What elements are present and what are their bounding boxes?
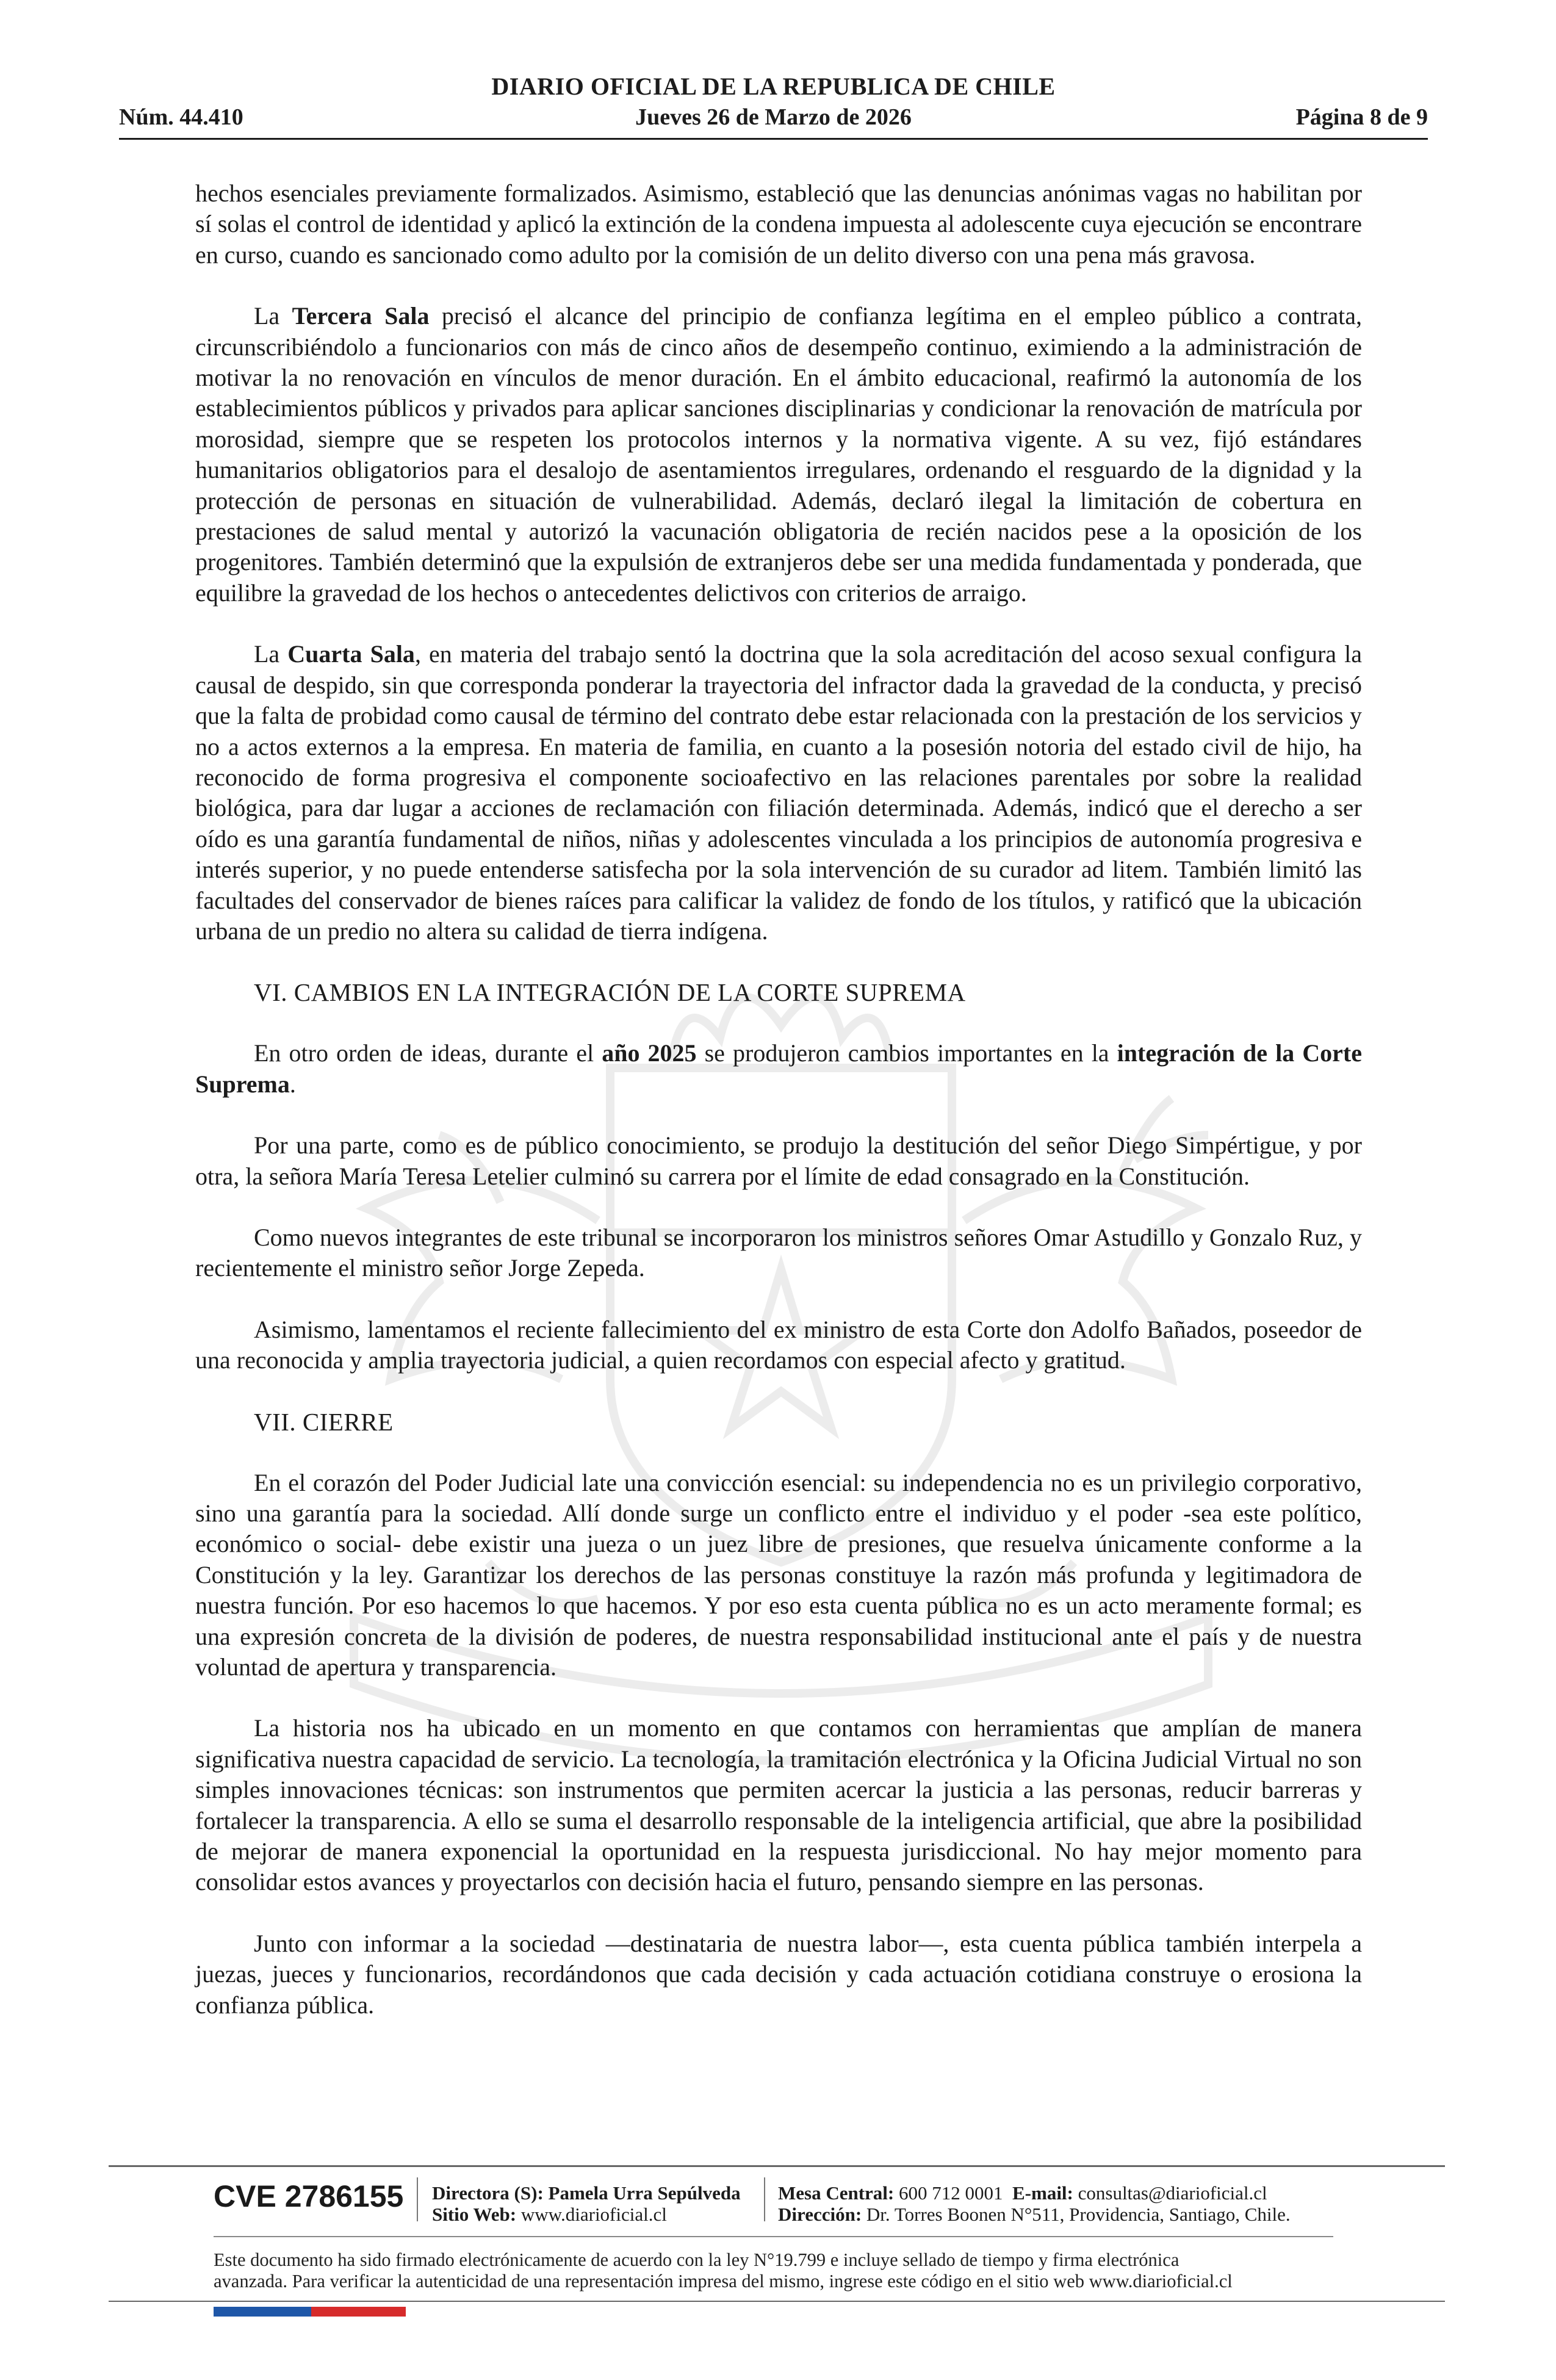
- website-link[interactable]: www.diarioficial.cl: [520, 2204, 667, 2225]
- footer-directora-block: [432, 2182, 741, 2225]
- text-run: La: [254, 640, 288, 668]
- footer-separator: [764, 2177, 765, 2221]
- paragraph: Asimismo, lamentamos el reciente fallecimiento del ex ministro de esta Corte don Adolfo Bañados, poseedor de una reconocida y amplia trayectoria judicial, a quien recordamos con especial afecto y gratitud.: [195, 1315, 1362, 1374]
- footer-bottom-rule: [109, 2301, 1445, 2302]
- bold-text: integración de la Corte Suprema: [195, 1039, 1362, 1098]
- issue-date: Jueves 26 de Marzo de 2026: [635, 104, 912, 130]
- text-run: La: [254, 302, 292, 330]
- footer-divider: [214, 2236, 1333, 2237]
- sitio-line: [432, 2204, 741, 2225]
- mesa-line: [778, 2182, 1291, 2204]
- flag-stripe-blue: [214, 2307, 311, 2317]
- text-run: se produjeron cambios importantes en la: [696, 1039, 1117, 1067]
- section-heading-vi: VI. CAMBIOS EN LA INTEGRACIÓN DE LA CORTE SUPREMA: [254, 978, 966, 1007]
- paragraph: Como nuevos integrantes de este tribunal se incorporaron los ministros señores Omar Astudillo y Gonzalo Ruz, y recientemente el ministro señor Jorge Zepeda.: [195, 1223, 1362, 1282]
- text-run: En otro orden de ideas, durante el: [254, 1039, 602, 1067]
- text-run: .: [289, 1070, 296, 1098]
- direccion-label: Dirección:: [778, 2204, 862, 2225]
- page-header: [119, 72, 1428, 140]
- section-heading-vii: VII. CIERRE: [254, 1407, 394, 1436]
- paragraph: Junto con informar a la sociedad —destinataria de nuestra labor—, esta cuenta pública también interpela a juezas, jueces y funcionarios, recordándonos que cada decisión y cada actuación cotidiana construye o erosiona la confianza pública.: [195, 1929, 1362, 2019]
- issue-number: Núm. 44.410: [119, 104, 243, 130]
- directora-name: Pamela Urra Sepúlveda: [548, 2182, 741, 2204]
- directora-line: [432, 2182, 741, 2204]
- signature-notice: [214, 2249, 1361, 2292]
- direccion-line: [778, 2204, 1291, 2225]
- phone-number: 600 712 0001: [899, 2182, 1003, 2204]
- paragraph: Por una parte, como es de público conocimiento, se produjo la destitución del señor Diego Simpértigue, y por otra, la señora María Teresa Letelier culminó su carrera por el límite de edad consagrado en la Constitución.: [195, 1131, 1362, 1190]
- paragraph: hechos esenciales previamente formalizados. Asimismo, estableció que las denuncias anónimas vagas no habilitan por sí solas el control de identidad y aplicó la extinción de la condena impuesta al adolescente cuya ejecución se encontrare en curso, cuando es sancionado como adulto por la comisión de un delito diverso con una pena más gravosa.: [195, 179, 1362, 269]
- text-run: , en materia del trabajo sentó la doctrina que la sola acreditación del acoso sexual configura la causal de despido, sin que corresponda ponderar la trayectoria del infractor dada la gravedad de la conducta, y precisó que la falta de probidad como causal de término del contrato debe estar relacionada con la prestación de los servicios y no a actos externos a la empresa. En materia de familia, en cuanto a la posesión notoria del estado civil de hijo, ha reconocido de forma progresiva el componente socioafectivo en las relaciones parentales por sobre la realidad biológica, para dar lugar a acciones de reclamación con filiación determinada. Además, indicó que el derecho a ser oído es una garantía fundamental de niños, niñas y adolescentes vinculada a los principios de autonomía progresiva e interés superior, y no puede entenderse satisfecha por la sola intervención de su curador ad litem. También limitó las facultades del conservador de bienes raíces para calificar la validez de fondo de los títulos, y ratificó que la ubicación urbana de un predio no altera su calidad de tierra indígena.: [195, 640, 1362, 945]
- email-label: E-mail:: [1012, 2182, 1073, 2204]
- cve-code: CVE 2786155: [214, 2179, 404, 2213]
- flag-stripe-red: [311, 2307, 406, 2317]
- publication-title: DIARIO OFICIAL DE LA REPUBLICA DE CHILE: [491, 73, 1056, 100]
- bold-text: Tercera Sala: [292, 302, 430, 330]
- paragraph: La historia nos ha ubicado en un momento en que contamos con herramientas que amplían de manera significativa nuestra capacidad de servicio. La tecnología, la tramitación electrónica y la Oficina Judicial Virtual no son simples innovaciones técnicas: son instrumentos que permiten acercar la justicia a las personas, reducir barreras y fortalecer la transparencia. A ello se suma el desarrollo responsable de la inteligencia artificial, que abre la posibilidad de mejorar de manera exponencial la oportunidad en la respuesta jurisdiccional. No hay mejor momento para consolidar estos avances y proyectarlos con decisión hacia el futuro, pensando siempre en las personas.: [195, 1714, 1362, 1896]
- notice-line: Este documento ha sido firmado electrónicamente de acuerdo con la ley N°19.799 e incluye sellado de tiempo y firma electrónica: [214, 2249, 1180, 2270]
- paragraph: En el corazón del Poder Judicial late una convicción esencial: su independencia no es un privilegio corporativo, sino una garantía para la sociedad. Allí donde surge un conflicto entre el individuo y el poder -sea este político, económico o social- debe existir una jueza o un juez libre de presiones, que resuelva únicamente conforme a la Constitución y la ley. Garantizar los derechos de las personas constituye la razón más profunda y legitimadora de nuestra función. Por eso hacemos lo que hacemos. Y por eso esta cuenta pública no es un acto meramente formal; es una expresión concreta de la división de poderes, de nuestra responsabilidad institucional ante el país y de nuestra voluntad de apertura y transparencia.: [195, 1468, 1362, 1681]
- bold-text: Cuarta Sala: [287, 640, 415, 668]
- mesa-label: Mesa Central:: [778, 2182, 895, 2204]
- document-body: [195, 178, 1362, 2051]
- email-link[interactable]: consultas@diarioficial.cl: [1078, 2182, 1267, 2204]
- footer-contact-block: [778, 2182, 1291, 2225]
- address: Dr. Torres Boonen N°511, Providencia, Santiago, Chile.: [866, 2204, 1291, 2225]
- sitio-label: Sitio Web:: [432, 2204, 517, 2225]
- bold-text: año 2025: [602, 1039, 697, 1067]
- paragraph-cuarta-sala: [195, 639, 1362, 947]
- paragraph-tercera-sala: [195, 301, 1362, 608]
- notice-line: avanzada. Para verificar la autenticidad de una representación impresa del mismo, ingrese este código en el sitio web www.diarioficial.cl: [214, 2271, 1233, 2292]
- footer-rule: [109, 2165, 1445, 2167]
- page-number: Página 8 de 9: [1295, 104, 1428, 130]
- footer-separator: [417, 2177, 418, 2221]
- header-rule: [119, 138, 1428, 140]
- text-run: precisó el alcance del principio de confianza legítima en el empleo público a contrata, circunscribiéndolo a funcionarios con más de cinco años de desempeño continuo, eximiendo a la administración de motivar la no renovación en vínculos de menor duración. En el ámbito educacional, reafirmó la autonomía de los establecimientos públicos y privados para aplicar sanciones disciplinarias y condicionar la renovación de matrícula por morosidad, siempre que se respeten los protocolos internos y la normativa vigente. A su vez, fijó estándares humanitarios obligatorios para el desalojo de asentamientos irregulares, ordenando el resguardo de la dignidad y la protección de personas en situación de vulnerabilidad. Además, declaró ilegal la limitación de cobertura en prestaciones de salud mental y autorizó la vacunación obligatoria de recién nacidos pese a la oposición de los progenitores. También determinó que la expulsión de extranjeros debe ser una medida fundamentada y ponderada, que equilibre la gravedad de los hechos o antecedentes delictivos con criterios de arraigo.: [195, 302, 1363, 607]
- paragraph-integracion: [195, 1038, 1362, 1100]
- directora-label: Directora (S):: [432, 2182, 544, 2204]
